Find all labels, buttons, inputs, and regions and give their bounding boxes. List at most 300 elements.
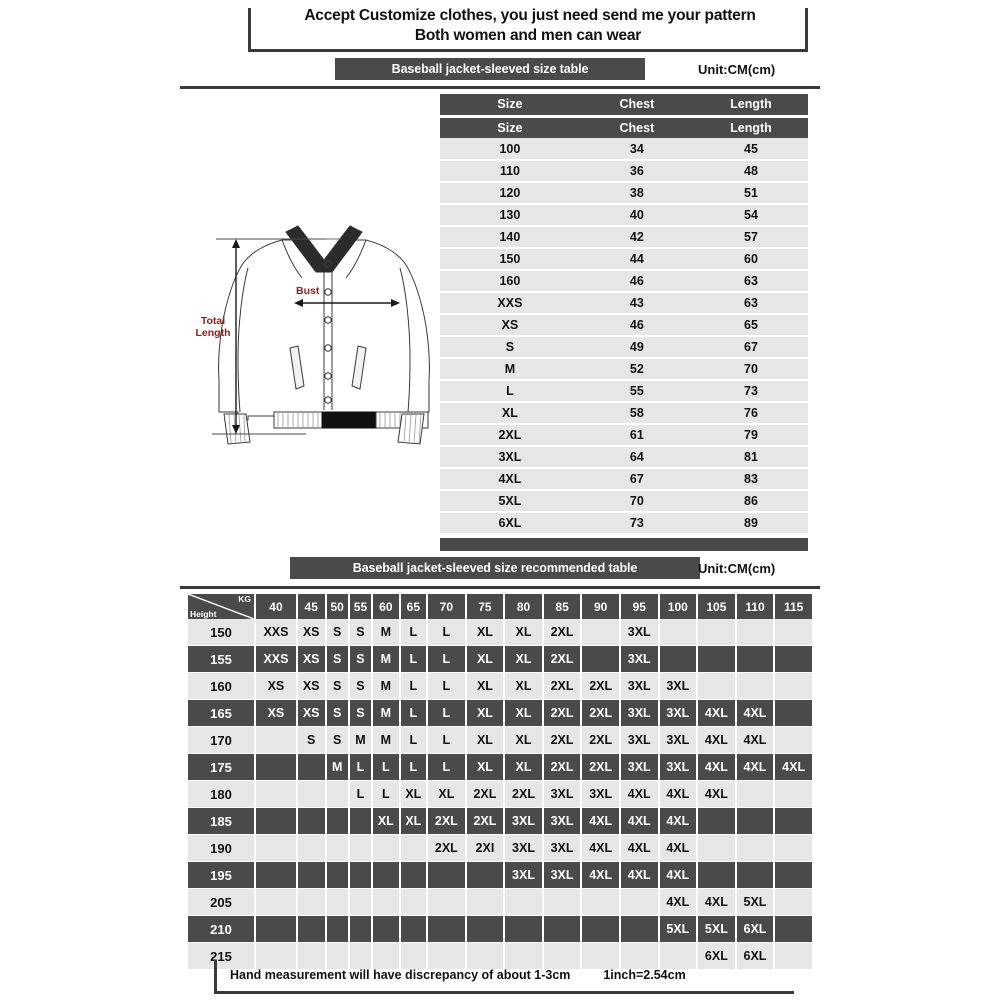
- table-row: [440, 160, 808, 182]
- size-recommendation-cell: [775, 916, 812, 943]
- size-recommendation-cell: S: [327, 646, 348, 673]
- recommendation-row: [188, 862, 812, 889]
- axis-corner-cell: [188, 594, 254, 619]
- size-recommendation-cell: 3XL: [660, 700, 697, 727]
- footer-conversion-text: 1inch=2.54cm: [603, 968, 686, 982]
- size-recommendation-cell: 5XL: [737, 889, 774, 916]
- size-recommendation-cell: [698, 673, 735, 700]
- length-cell: 67: [694, 336, 808, 358]
- size-recommendation-cell: [775, 700, 812, 727]
- size-recommendation-cell: [373, 835, 398, 862]
- size-recommendation-cell: 4XL: [698, 781, 735, 808]
- size-recommendation-cell: [698, 619, 735, 646]
- size-recommendation-cell: L: [373, 754, 398, 781]
- page-title: [248, 6, 808, 46]
- size-recommendation-cell: [775, 808, 812, 835]
- header-length-1: Length: [694, 94, 808, 116]
- size-recommendation-cell: XS: [298, 673, 325, 700]
- size-recommendation-cell: [582, 619, 619, 646]
- size-recommendation-cell: XS: [256, 673, 296, 700]
- chest-cell: 43: [580, 292, 694, 314]
- size-recommendation-cell: [544, 916, 581, 943]
- size-recommendation-cell: [256, 862, 296, 889]
- size-recommendation-cell: M: [350, 727, 371, 754]
- size-recommendation-cell: 3XL: [660, 727, 697, 754]
- recommendation-row: [188, 781, 812, 808]
- size-recommendation-cell: L: [401, 646, 426, 673]
- weight-header-115: 115: [775, 594, 812, 619]
- size-recommendation-cell: 2XL: [428, 808, 465, 835]
- size-recommendation-cell: [401, 835, 426, 862]
- weight-header-95: 95: [621, 594, 658, 619]
- size-table: [440, 94, 808, 535]
- table-row: [440, 358, 808, 380]
- length-cell: 54: [694, 204, 808, 226]
- size-cell: 3XL: [440, 446, 580, 468]
- header-size-2: Size: [440, 116, 580, 138]
- size-recommendation-cell: [256, 916, 296, 943]
- size-recommendation-cell: 3XL: [621, 673, 658, 700]
- size-recommendation-cell: 3XL: [582, 781, 619, 808]
- size-recommendation-cell: 2XL: [544, 673, 581, 700]
- weight-header-105: 105: [698, 594, 735, 619]
- recommendation-row: [188, 916, 812, 943]
- size-recommendation-cell: 3XL: [660, 673, 697, 700]
- size-recommendation-cell: 3XL: [621, 727, 658, 754]
- size-recommendation-cell: L: [401, 619, 426, 646]
- chest-cell: 44: [580, 248, 694, 270]
- size-recommendation-cell: [698, 808, 735, 835]
- size-cell: M: [440, 358, 580, 380]
- size-recommendation-cell: [256, 835, 296, 862]
- size-recommendation-cell: L: [428, 700, 465, 727]
- total-length-line-2: Length: [195, 327, 231, 339]
- size-recommendation-cell: M: [373, 700, 398, 727]
- size-recommendation-cell: [298, 808, 325, 835]
- size-recommendation-cell: [621, 889, 658, 916]
- table-row: [440, 446, 808, 468]
- height-cell: 215: [188, 943, 254, 970]
- size-recommendation-cell: XL: [505, 646, 542, 673]
- size-recommendation-cell: 6XL: [737, 943, 774, 970]
- size-cell: 110: [440, 160, 580, 182]
- chest-cell: 40: [580, 204, 694, 226]
- size-recommendation-cell: [467, 889, 504, 916]
- chest-cell: 46: [580, 270, 694, 292]
- size-recommendation-cell: [350, 916, 371, 943]
- size-recommendation-cell: 3XL: [621, 754, 658, 781]
- size-cell: 150: [440, 248, 580, 270]
- size-recommendation-cell: L: [350, 754, 371, 781]
- size-recommendation-cell: [467, 916, 504, 943]
- recommended-header-row: [188, 594, 812, 619]
- size-recommendation-cell: 4XL: [621, 862, 658, 889]
- size-recommendation-cell: [373, 916, 398, 943]
- length-cell: 57: [694, 226, 808, 248]
- chest-cell: 70: [580, 490, 694, 512]
- size-recommendation-cell: 2XL: [582, 700, 619, 727]
- rec-table-banner-row: [180, 557, 820, 579]
- size-recommendation-cell: L: [401, 673, 426, 700]
- recommendation-row: [188, 835, 812, 862]
- size-recommendation-cell: XL: [505, 727, 542, 754]
- size-recommendation-cell: S: [327, 673, 348, 700]
- recommended-table-body: [188, 619, 812, 970]
- size-recommendation-cell: 3XL: [621, 700, 658, 727]
- size-recommendation-cell: 3XL: [544, 862, 581, 889]
- length-cell: 79: [694, 424, 808, 446]
- size-recommendation-cell: 4XL: [660, 835, 697, 862]
- size-recommendation-cell: 2XL: [582, 754, 619, 781]
- size-recommendation-cell: [256, 781, 296, 808]
- size-recommendation-cell: M: [373, 619, 398, 646]
- size-recommendation-cell: [698, 646, 735, 673]
- size-recommendation-cell: 4XL: [582, 835, 619, 862]
- rec-divider-rule: [180, 586, 820, 589]
- size-recommendation-cell: [582, 889, 619, 916]
- size-recommendation-cell: [737, 862, 774, 889]
- length-cell: 60: [694, 248, 808, 270]
- weight-header-80: 80: [505, 594, 542, 619]
- length-cell: 83: [694, 468, 808, 490]
- size-recommendation-cell: XS: [256, 700, 296, 727]
- size-recommendation-cell: [428, 862, 465, 889]
- size-recommendation-cell: S: [350, 619, 371, 646]
- size-recommendation-cell: 4XL: [737, 700, 774, 727]
- table-row: [440, 490, 808, 512]
- length-cell: 89: [694, 512, 808, 534]
- size-recommendation-cell: XL: [505, 673, 542, 700]
- table-row: [440, 336, 808, 358]
- length-cell: 73: [694, 380, 808, 402]
- table-row: [440, 138, 808, 160]
- size-recommendation-cell: [737, 619, 774, 646]
- size-recommendation-cell: L: [373, 781, 398, 808]
- footer-note-text: Hand measurement will have discrepancy of about 1-3cm: [230, 968, 571, 982]
- size-recommendation-cell: 2XL: [544, 700, 581, 727]
- size-recommendation-cell: XL: [467, 700, 504, 727]
- size-recommendation-cell: [256, 808, 296, 835]
- size-recommendation-cell: L: [350, 781, 371, 808]
- size-recommendation-cell: [660, 619, 697, 646]
- length-cell: 63: [694, 270, 808, 292]
- size-recommendation-cell: [775, 862, 812, 889]
- bust-measure-label: Bust: [296, 285, 320, 297]
- length-cell: 51: [694, 182, 808, 204]
- height-cell: 185: [188, 808, 254, 835]
- height-cell: 170: [188, 727, 254, 754]
- size-recommendation-cell: 4XL: [582, 862, 619, 889]
- size-table-header-row-2: [440, 116, 808, 138]
- size-recommendation-cell: 4XL: [698, 727, 735, 754]
- weight-header-70: 70: [428, 594, 465, 619]
- size-recommendation-cell: [256, 754, 296, 781]
- weight-header-75: 75: [467, 594, 504, 619]
- size-recommendation-cell: L: [428, 727, 465, 754]
- size-recommendation-cell: 4XL: [660, 808, 697, 835]
- chest-cell: 46: [580, 314, 694, 336]
- size-recommendation-cell: 5XL: [660, 916, 697, 943]
- size-recommendation-cell: XXS: [256, 646, 296, 673]
- size-table-header-row-1: [440, 94, 808, 116]
- table-row: [440, 292, 808, 314]
- main-table-banner: Baseball jacket-sleeved size table: [335, 58, 645, 80]
- size-recommendation-cell: 2XL: [544, 727, 581, 754]
- size-cell: 160: [440, 270, 580, 292]
- size-recommendation-cell: 3XL: [505, 835, 542, 862]
- size-recommendation-cell: [660, 646, 697, 673]
- size-recommendation-cell: S: [327, 619, 348, 646]
- weight-header-90: 90: [582, 594, 619, 619]
- size-recommendation-cell: 2XL: [505, 781, 542, 808]
- length-cell: 45: [694, 138, 808, 160]
- chest-cell: 64: [580, 446, 694, 468]
- weight-header-55: 55: [350, 594, 371, 619]
- rec-table-banner: Baseball jacket-sleeved size recommended table: [290, 557, 700, 579]
- size-table-body: [440, 138, 808, 534]
- size-recommendation-cell: [298, 916, 325, 943]
- size-table-head: [440, 94, 808, 138]
- size-recommendation-cell: 2XL: [544, 619, 581, 646]
- chest-cell: 34: [580, 138, 694, 160]
- size-recommendation-cell: XS: [298, 619, 325, 646]
- size-recommendation-cell: L: [428, 619, 465, 646]
- size-recommendation-cell: XL: [467, 754, 504, 781]
- size-recommendation-cell: [401, 916, 426, 943]
- size-recommendation-cell: XL: [467, 646, 504, 673]
- weight-header-110: 110: [737, 594, 774, 619]
- table-row: [440, 424, 808, 446]
- page-title-line-1: Accept Customize clothes, you just need send me your pattern: [304, 7, 756, 24]
- size-recommendation-cell: S: [327, 700, 348, 727]
- height-cell: 155: [188, 646, 254, 673]
- chest-cell: 67: [580, 468, 694, 490]
- size-recommendation-cell: 3XL: [544, 808, 581, 835]
- height-cell: 165: [188, 700, 254, 727]
- size-recommendation-cell: XL: [373, 808, 398, 835]
- size-recommendation-cell: M: [373, 646, 398, 673]
- size-recommendation-cell: 2XL: [544, 754, 581, 781]
- size-recommendation-cell: L: [401, 727, 426, 754]
- size-recommendation-cell: 3XL: [505, 808, 542, 835]
- size-recommendation-cell: [582, 916, 619, 943]
- height-cell: 160: [188, 673, 254, 700]
- weight-header-65: 65: [401, 594, 426, 619]
- size-recommendation-cell: [737, 646, 774, 673]
- axis-label-height: Height: [190, 609, 217, 619]
- size-recommendation-cell: [505, 889, 542, 916]
- size-recommendation-cell: [401, 889, 426, 916]
- size-recommendation-cell: 4XL: [582, 808, 619, 835]
- weight-header-100: 100: [660, 594, 697, 619]
- recommended-table-head: [188, 594, 812, 619]
- table-row: [440, 512, 808, 534]
- table-row: [440, 226, 808, 248]
- size-recommendation-cell: XL: [505, 700, 542, 727]
- size-recommendation-cell: 4XL: [621, 835, 658, 862]
- length-cell: 81: [694, 446, 808, 468]
- size-cell: 4XL: [440, 468, 580, 490]
- recommendation-row: [188, 700, 812, 727]
- size-recommendation-cell: 2XL: [582, 727, 619, 754]
- size-recommendation-cell: 4XL: [621, 781, 658, 808]
- size-recommendation-cell: XL: [467, 727, 504, 754]
- page-title-line-2: Both women and men can wear: [414, 27, 642, 44]
- length-cell: 65: [694, 314, 808, 336]
- size-recommendation-cell: [428, 916, 465, 943]
- size-recommendation-cell: [582, 646, 619, 673]
- size-recommendation-cell: 3XL: [660, 754, 697, 781]
- table-row: [440, 182, 808, 204]
- size-recommendation-cell: [373, 862, 398, 889]
- size-recommendation-cell: S: [350, 700, 371, 727]
- chest-cell: 38: [580, 182, 694, 204]
- size-recommendation-cell: 4XL: [737, 727, 774, 754]
- size-recommendation-cell: 2XL: [544, 646, 581, 673]
- header-length-2: Length: [694, 116, 808, 138]
- chest-cell: 49: [580, 336, 694, 358]
- size-recommendation-cell: 2XI: [467, 835, 504, 862]
- height-cell: 210: [188, 916, 254, 943]
- length-cell: 48: [694, 160, 808, 182]
- height-cell: 150: [188, 619, 254, 646]
- size-cell: 130: [440, 204, 580, 226]
- size-recommendation-cell: [428, 889, 465, 916]
- size-recommendation-cell: XS: [298, 646, 325, 673]
- size-recommendation-cell: [350, 808, 371, 835]
- weight-header-60: 60: [373, 594, 398, 619]
- chest-cell: 58: [580, 402, 694, 424]
- axis-label-weight: KG: [238, 594, 251, 604]
- size-recommendation-cell: [298, 835, 325, 862]
- header-size-1: Size: [440, 94, 580, 116]
- size-recommendation-cell: 4XL: [698, 754, 735, 781]
- size-recommendation-cell: [327, 862, 348, 889]
- size-recommendation-cell: 2XL: [582, 673, 619, 700]
- size-cell: S: [440, 336, 580, 358]
- recommendation-row: [188, 619, 812, 646]
- size-cell: 2XL: [440, 424, 580, 446]
- recommendation-row: [188, 646, 812, 673]
- size-recommendation-cell: [350, 889, 371, 916]
- table-row: [440, 314, 808, 336]
- size-recommendation-cell: [775, 889, 812, 916]
- main-table-banner-row: [180, 58, 820, 80]
- size-cell: 140: [440, 226, 580, 248]
- weight-header-50: 50: [327, 594, 348, 619]
- size-recommendation-cell: [298, 754, 325, 781]
- length-cell: 76: [694, 402, 808, 424]
- size-recommendation-cell: XS: [298, 700, 325, 727]
- size-recommendation-cell: [298, 889, 325, 916]
- size-recommendation-cell: [467, 862, 504, 889]
- size-recommendation-cell: 3XL: [544, 781, 581, 808]
- size-recommendation-cell: XL: [467, 673, 504, 700]
- size-recommendation-cell: [327, 889, 348, 916]
- size-recommendation-cell: XL: [428, 781, 465, 808]
- size-recommendation-cell: S: [350, 673, 371, 700]
- size-recommendation-cell: S: [298, 727, 325, 754]
- recommendation-row: [188, 673, 812, 700]
- size-recommendation-cell: [698, 862, 735, 889]
- length-cell: 63: [694, 292, 808, 314]
- size-recommendation-cell: [327, 835, 348, 862]
- weight-header-45: 45: [298, 594, 325, 619]
- size-recommendation-cell: M: [327, 754, 348, 781]
- recommendation-row: [188, 754, 812, 781]
- height-cell: 205: [188, 889, 254, 916]
- recommendation-row: [188, 808, 812, 835]
- size-recommendation-cell: 4XL: [737, 754, 774, 781]
- size-table-footer-bar: [440, 538, 808, 551]
- size-recommendation-cell: 3XL: [621, 619, 658, 646]
- size-recommendation-cell: [775, 673, 812, 700]
- table-row: [440, 402, 808, 424]
- size-recommendation-cell: 4XL: [698, 889, 735, 916]
- size-recommendation-cell: [775, 835, 812, 862]
- size-recommendation-cell: 2XL: [428, 835, 465, 862]
- size-recommendation-cell: [298, 781, 325, 808]
- size-recommendation-cell: 2XL: [467, 808, 504, 835]
- size-cell: XL: [440, 402, 580, 424]
- size-recommendation-cell: [737, 781, 774, 808]
- recommendation-row: [188, 889, 812, 916]
- size-recommendation-cell: [298, 862, 325, 889]
- height-cell: 190: [188, 835, 254, 862]
- size-cell: XXS: [440, 292, 580, 314]
- length-cell: 86: [694, 490, 808, 512]
- size-cell: 5XL: [440, 490, 580, 512]
- size-cell: L: [440, 380, 580, 402]
- size-recommendation-cell: M: [373, 727, 398, 754]
- size-recommendation-cell: XL: [467, 619, 504, 646]
- size-recommendation-cell: [737, 673, 774, 700]
- size-recommendation-cell: 5XL: [698, 916, 735, 943]
- table-row: [440, 380, 808, 402]
- table-row: [440, 468, 808, 490]
- size-cell: 120: [440, 182, 580, 204]
- size-recommendation-cell: 3XL: [505, 862, 542, 889]
- table-row: [440, 270, 808, 292]
- size-recommendation-cell: L: [428, 754, 465, 781]
- size-table-grid: [440, 94, 808, 535]
- size-recommendation-cell: L: [401, 754, 426, 781]
- size-recommendation-cell: 4XL: [660, 781, 697, 808]
- size-recommendation-cell: [698, 835, 735, 862]
- size-recommendation-cell: 4XL: [621, 808, 658, 835]
- size-recommendation-cell: [775, 781, 812, 808]
- size-recommendation-cell: [737, 835, 774, 862]
- chest-cell: 61: [580, 424, 694, 446]
- size-recommendation-cell: [327, 781, 348, 808]
- size-recommendation-cell: S: [350, 646, 371, 673]
- size-recommendation-cell: 3XL: [544, 835, 581, 862]
- size-recommendation-cell: [350, 862, 371, 889]
- size-recommendation-cell: XL: [505, 754, 542, 781]
- height-cell: 195: [188, 862, 254, 889]
- size-recommendation-cell: [256, 889, 296, 916]
- size-recommendation-cell: [544, 889, 581, 916]
- size-recommendation-cell: [373, 889, 398, 916]
- size-cell: 100: [440, 138, 580, 160]
- recommended-size-table: [186, 594, 814, 970]
- size-recommendation-cell: 4XL: [775, 754, 812, 781]
- size-recommendation-cell: 6XL: [737, 916, 774, 943]
- table-row: [440, 204, 808, 226]
- size-recommendation-cell: 6XL: [698, 943, 735, 970]
- chest-cell: 36: [580, 160, 694, 182]
- size-recommendation-cell: 4XL: [698, 700, 735, 727]
